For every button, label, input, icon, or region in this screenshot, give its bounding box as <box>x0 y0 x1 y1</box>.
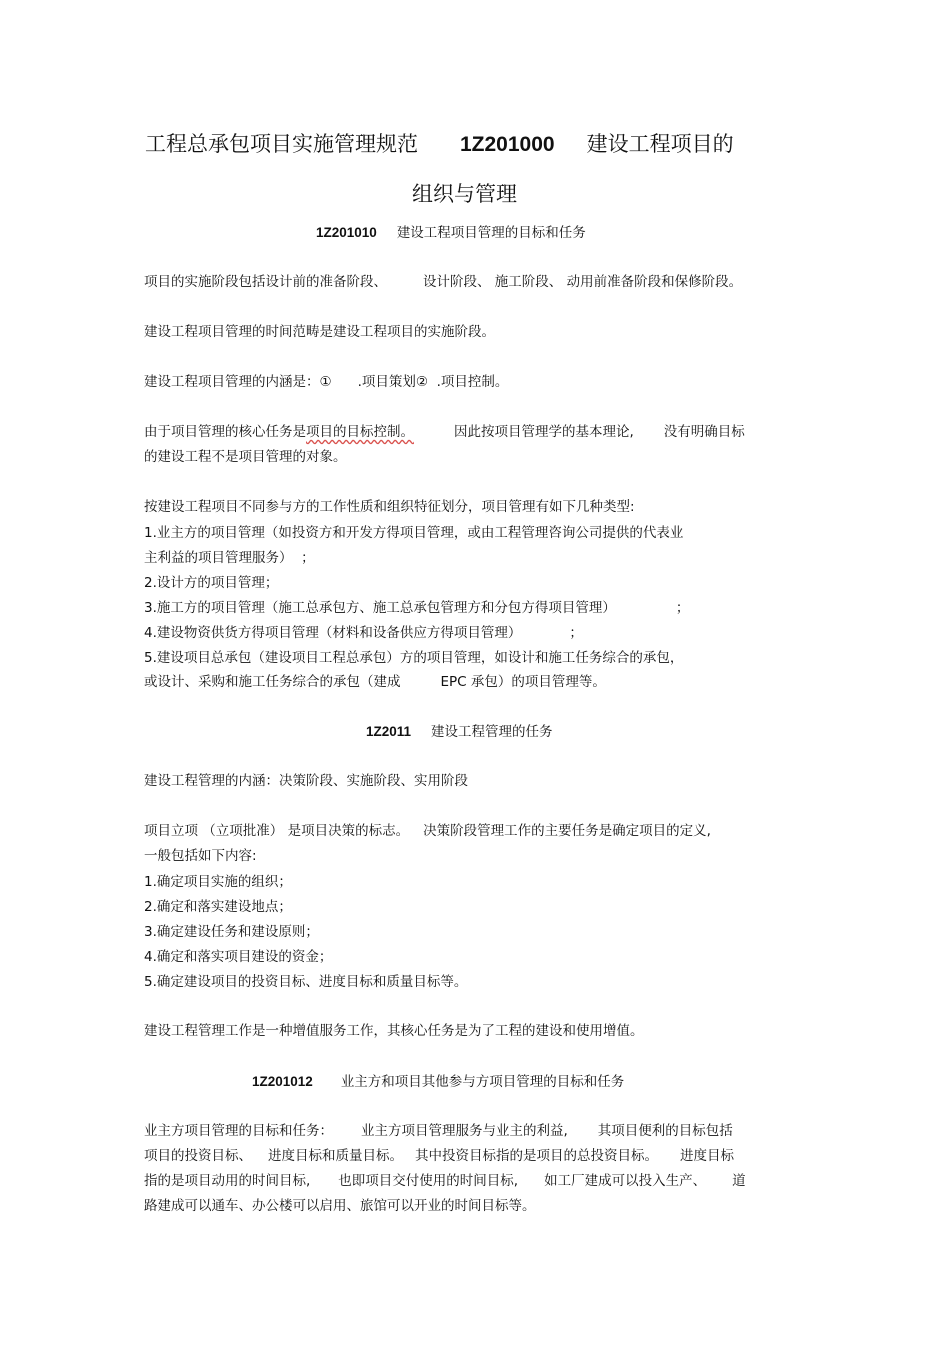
document-title-line1: 工程总承包项目实施管理规范 1Z201000 建设工程项目的 <box>145 132 734 156</box>
paragraph-owner-goals-line2: 项目的投资目标、 进度目标和质量目标。 其中投资目标指的是项目的总投资目标。 进度目标 <box>144 1148 734 1164</box>
paragraph-implementation-stages: 项目的实施阶段包括设计前的准备阶段、 设计阶段、 施工阶段、 动用前准备阶段和保修阶段。 <box>144 274 743 290</box>
list-item: 4.确定和落实项目建设的资金； <box>144 949 333 965</box>
list-item-designer: 2.设计方的项目管理； <box>144 575 279 591</box>
paragraph-types-intro: 按建设工程项目不同参与方的工作性质和组织特征划分，项目管理有如下几种类型: <box>144 499 635 515</box>
list-item: 3.确定建设任务和建设原则； <box>144 924 319 940</box>
section-heading-1z201012: 1Z201012 业主方和项目其他参与方项目管理的目标和任务 <box>252 1074 625 1090</box>
document-title-line2: 组织与管理 <box>412 182 517 206</box>
paragraph-connotation: 建设工程项目管理的内涵是：① .项目策划② .项目控制。 <box>144 374 509 390</box>
title-code: 1Z201000 <box>460 133 555 156</box>
paragraph-owner-goals-line4: 路建成可以通车、办公楼可以启用、旅馆可以开业的时间目标等。 <box>144 1198 536 1214</box>
list-item-owner-line1: 1.业主方的项目管理（如投资方和开发方得项目管理，或由工程管理咨询公司提供的代表业 <box>144 525 684 541</box>
list-item-general-contract-line1: 5.建设项目总承包（建设项目工程总承包）方的项目管理，如设计和施工任务综合的承包， <box>144 650 684 666</box>
paragraph-management-connotation: 建设工程管理的内涵：决策阶段、实施阶段、实用阶段 <box>144 773 468 789</box>
list-item-contractor: 3.施工方的项目管理（施工总承包方、施工总承包管理方和分包方得项目管理） ； <box>144 600 690 616</box>
paragraph-value-added: 建设工程管理工作是一种增值服务工作，其核心任务是为了工程的建设和使用增值。 <box>144 1023 644 1039</box>
list-item-supplier: 4.建设物资供货方得项目管理（材料和设备供应方得项目管理） ； <box>144 625 583 641</box>
paragraph-time-scope: 建设工程项目管理的时间范畴是建设工程项目的实施阶段。 <box>144 324 495 340</box>
paragraph-owner-goals-line1: 业主方项目管理的目标和任务： 业主方项目管理服务与业主的利益, 其项目便利的目标包括 <box>144 1123 733 1139</box>
list-item-general-contract-line2: 或设计、采购和施工任务综合的承包（建成 EPC 承包）的项目管理等。 <box>144 674 606 690</box>
section-heading-1z201010: 1Z201010 建设工程项目管理的目标和任务 <box>316 225 586 241</box>
list-item-owner-line2: 主利益的项目管理服务） ； <box>144 550 315 566</box>
paragraph-owner-goals-line3: 指的是项目动用的时间目标, 也即项目交付使用的时间目标, 如工厂建成可以投入生产、 道 <box>144 1173 746 1189</box>
paragraph-core-task-line2: 的建设工程不是项目管理的对象。 <box>144 449 347 465</box>
paragraph-decision-line1: 项目立项 （立项批准） 是项目决策的标志。 决策阶段管理工作的主要任务是确定项目的定义, <box>144 823 711 839</box>
section-heading-1z2011: 1Z2011 建设工程管理的任务 <box>366 724 553 740</box>
list-item: 1.确定项目实施的组织； <box>144 874 292 890</box>
paragraph-decision-line2: 一般包括如下内容: <box>144 848 257 864</box>
list-item: 5.确定建设项目的投资目标、进度目标和质量目标等。 <box>144 974 468 990</box>
spellcheck-underlined-text: 项目的目标控制。 <box>306 424 414 440</box>
paragraph-core-task-line1: 由于项目管理的核心任务是项目的目标控制。 因此按项目管理学的基本理论, 没有明确目标 <box>144 424 745 440</box>
list-item: 2.确定和落实建设地点； <box>144 899 292 915</box>
